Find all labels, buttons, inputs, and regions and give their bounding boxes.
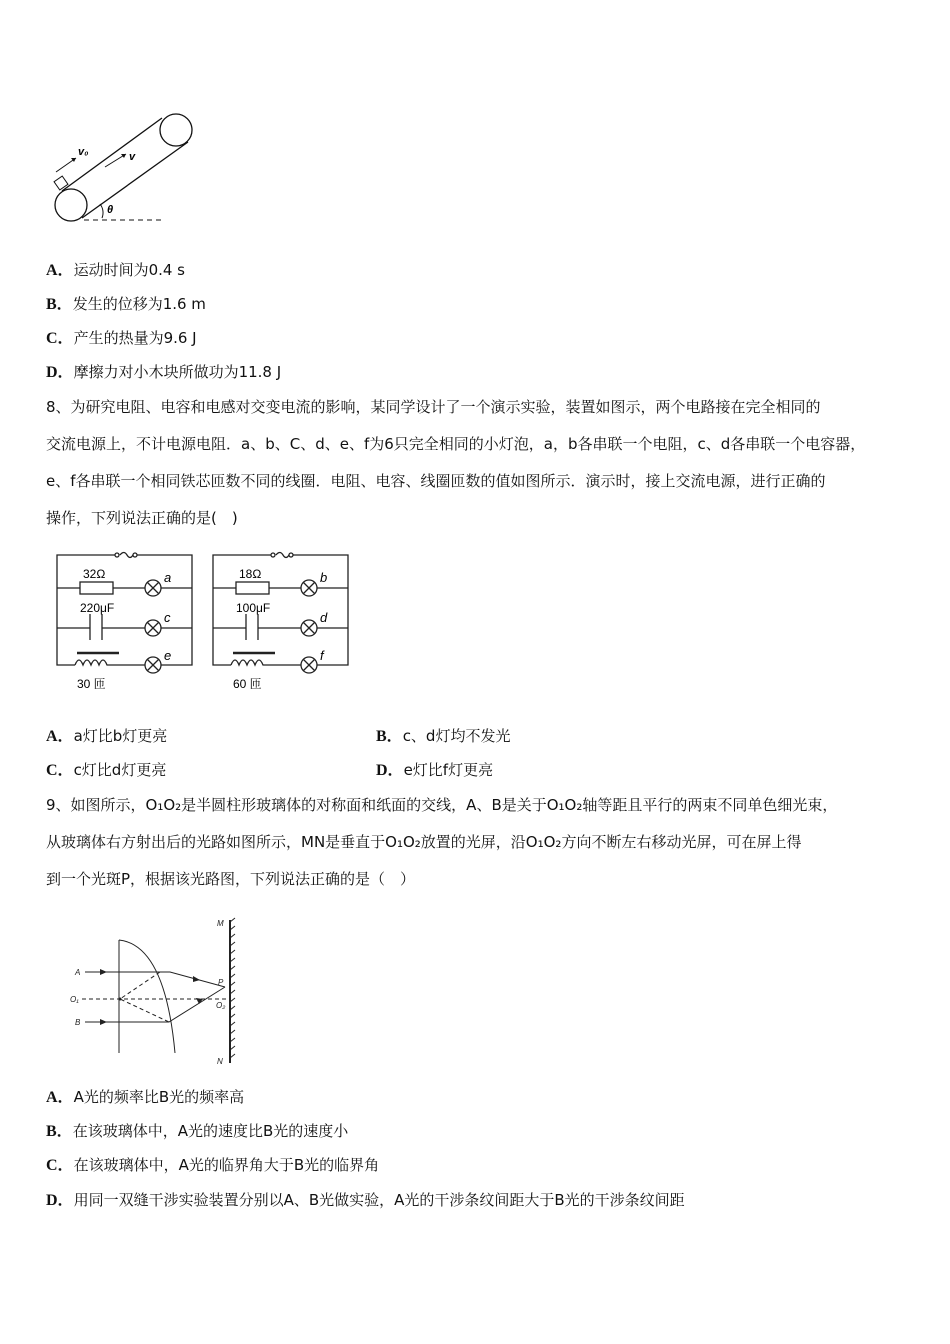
optics-figure (60, 910, 250, 1070)
conveyor-belt-figure (40, 100, 220, 230)
lamp-label: e (164, 648, 172, 663)
m-label: M (217, 919, 224, 928)
q7-option-c: C．产生的热量为9.6 J (46, 329, 197, 347)
o2-label: O₂ (216, 1001, 226, 1010)
q9-line: 9、如图所示，O₁O₂是半圆柱形玻璃体的对称面和纸面的交线，A、B是关于O₁O₂轴等距且平行的两束不同单色细光束， (46, 796, 838, 814)
q8-line: 操作，下列说法正确的是( ) (46, 509, 238, 527)
v0-label: v₀ (78, 146, 89, 158)
q8-option-b: B．c、d灯均不发光 (376, 727, 511, 745)
q9-line: 从玻璃体右方射出后的光路如图所示，MN是垂直于O₁O₂放置的光屏，沿O₁O₂方向不断左右移动光屏，可在屏上得 (46, 833, 802, 851)
coil-turns: 30 匝 (77, 677, 106, 691)
resistor-value: 18Ω (239, 567, 262, 581)
q9-option-c: C．在该玻璃体中，A光的临界角大于B光的临界角 (46, 1156, 380, 1174)
capacitor-value: 220μF (80, 601, 115, 615)
q9-option-a: A．A光的频率比B光的频率高 (46, 1088, 245, 1106)
o1-label: O₁ (70, 995, 79, 1004)
lamp-label: f (320, 648, 324, 663)
beam-a-label: A (75, 968, 81, 977)
q9-option-b: B．在该玻璃体中，A光的速度比B光的速度小 (46, 1122, 349, 1140)
lamp-label: c (164, 610, 171, 625)
q7-option-b: B．发生的位移为1.6 m (46, 295, 206, 313)
coil-turns: 60 匝 (233, 677, 262, 691)
n-label: N (217, 1057, 223, 1066)
q8-line: e、f各串联一个相同铁芯匝数不同的线圈．电阻、电容、线圈匝数的值如图所示．演示时，接上交流电源，进行正确的 (46, 472, 826, 490)
q8-option-c: C．c灯比d灯更亮 (46, 761, 167, 779)
q8-option-a: A．a灯比b灯更亮 (46, 727, 168, 745)
lamp-label: b (320, 570, 328, 585)
q8-option-d: D．e灯比f灯更亮 (376, 761, 494, 779)
theta-label: θ (107, 204, 114, 216)
q9-line: 到一个光斑P，根据该光路图，下列说法正确的是（ ） (46, 870, 416, 888)
resistor-value: 32Ω (83, 567, 106, 581)
circuit-diagram-left (40, 540, 200, 700)
circuit-diagram-right (196, 540, 356, 700)
v-label: v (129, 151, 136, 163)
q7-option-d: D．摩擦力对小木块所做功为11.8 J (46, 363, 282, 381)
q9-option-d: D．用同一双缝干涉实验装置分别以A、B光做实验，A光的干涉条纹间距大于B光的干涉条纹间距 (46, 1191, 685, 1209)
q7-option-a: A．运动时间为0.4 s (46, 261, 186, 279)
capacitor-value: 100μF (236, 601, 271, 615)
q8-line: 交流电源上，不计电源电阻．a、b、C、d、e、f为6只完全相同的小灯泡，a，b各串联一个电阻，c、d各串联一个电容器， (46, 435, 866, 453)
beam-b-label: B (75, 1018, 81, 1027)
p-label: P (218, 978, 224, 987)
q8-line: 8、为研究电阻、电容和电感对交变电流的影响，某同学设计了一个演示实验，装置如图示，两个电路接在完全相同的 (46, 398, 821, 416)
lamp-label: a (164, 570, 172, 585)
lamp-label: d (320, 610, 328, 625)
